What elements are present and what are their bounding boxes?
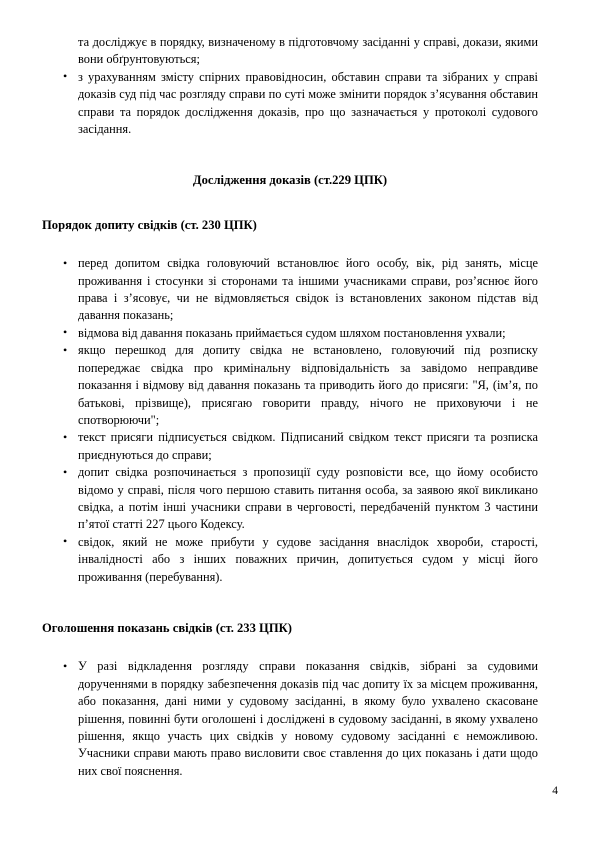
spacer	[42, 138, 538, 172]
carryover-paragraph: та досліджує в порядку, визначеному в підготовчому засіданні у справі, докази, якими вони обґрунтовуються;	[78, 35, 538, 67]
spacer	[42, 637, 538, 658]
list-item: • допит свідка розпочинається з пропозиції суду розповісти все, що йому особисто відомо у справі, після чого першою ставить питання особа, за заявою якої викликано свідка, а потім інші учасники справи в черговості, передбаченій пунктом 3 частини п’ятої статті 227 цього Кодексу.	[42, 464, 538, 534]
list-item: • перед допитом свідка головуючий встановлює його особу, вік, рід занять, місце проживання і стосунки зі сторонами та іншими учасниками справи, роз’яснює його права і з’ясовує, чи не відмовляється свідок із встановлених законом підстав від давання показань;	[42, 255, 538, 325]
section-heading-witness-questioning: Порядок допиту свідків (ст. 230 ЦПК)	[42, 217, 257, 232]
page-content	[42, 34, 538, 780]
section-heading-announcement-of-testimony: Оголошення показань свідків (ст. 233 ЦПК)	[42, 620, 292, 635]
spacer	[42, 586, 538, 620]
list-item: • з урахуванням змісту спірних правовідносин, обставин справи та зібраних у справі доказів суд під час розгляду справи по суті може змінити порядок з’ясування обставин справи та порядок дослідження доказів, про що зазначається у протоколі судового засідання.	[42, 69, 538, 139]
section-list-witness-questioning	[42, 255, 538, 586]
spacer	[42, 190, 538, 217]
list-item: • У разі відкладення розгляду справи показання свідків, зібрані за судовими дорученнями в порядку забезпечення доказів під час допиту їх за місцем проживання, або показання, дані ними у судовому засіданні, в якому було ухвалено скасоване рішення, повинні бути оголошені і досліджені в судовому засіданні, в якому ухвалено рішення, якщо участь цих свідків у новому судовому засіданні є неможливою. Учасники справи мають право висловити своє ставлення до цих показань і дати щодо них свої пояснення.	[42, 658, 538, 780]
list-item: • текст присяги підписується свідком. Підписаний свідком текст присяги та розписка приєднуються до справи;	[42, 429, 538, 464]
page-number: 4	[552, 785, 558, 797]
list-item: • якщо перешкод для допиту свідка не встановлено, головуючий під розписку попереджає свідка про кримінальну відповідальність за завідомо неправдиве показання і відмову від давання показань та приводить його до присяги: "Я, (ім’я, по батькові, прізвище), присягаю говорити правду, нічого не приховуючи і не спотворюючи";	[42, 342, 538, 429]
section-list-announcement-of-testimony	[42, 658, 538, 780]
list-item: • відмова від давання показань приймається судом шляхом постановлення ухвали;	[42, 325, 538, 342]
top-continuation-list	[42, 69, 538, 139]
page-title: Дослідження доказів (ст.229 ЦПК)	[192, 173, 388, 188]
spacer	[42, 234, 538, 255]
list-item: • свідок, який не може прибути у судове засідання внаслідок хвороби, старості, інвалідності або з інших поважних причин, допитується судом у місці його проживання (перебування).	[42, 534, 538, 586]
